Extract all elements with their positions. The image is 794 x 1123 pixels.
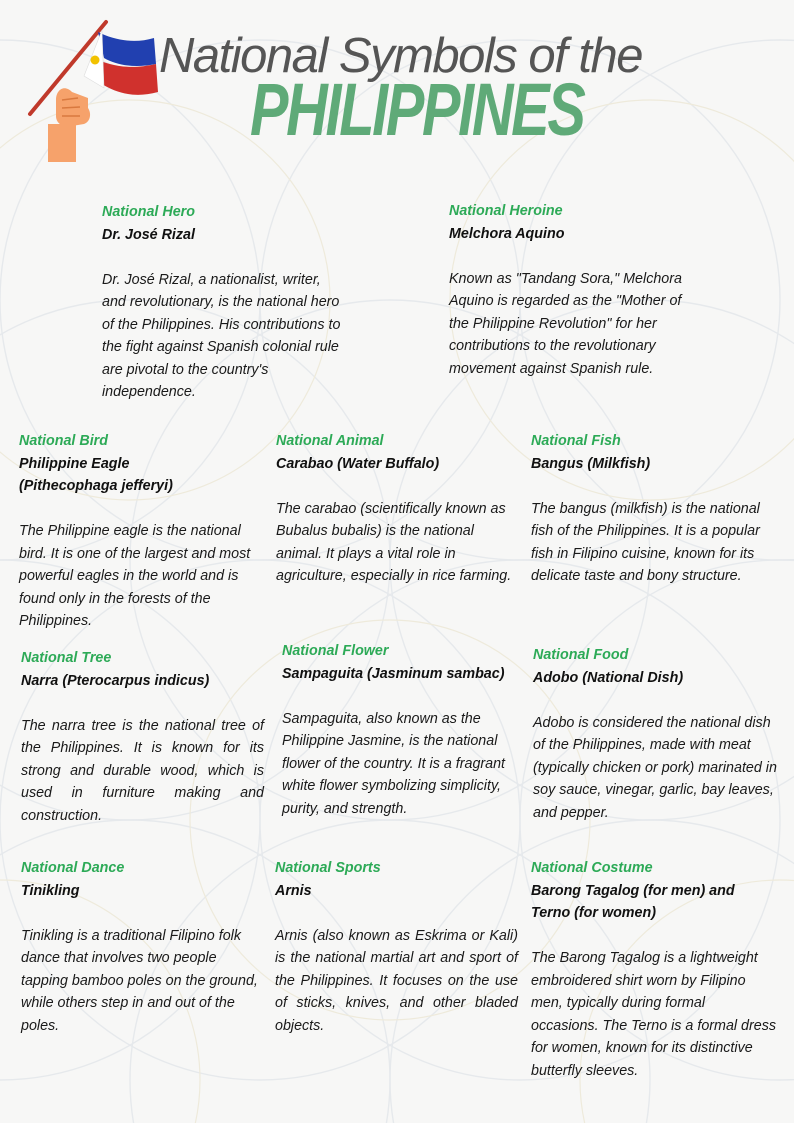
symbol-description: The Philippine eagle is the national bird. It is one of the largest and most powerful eagles in the world and is found only in the forests of the Philippines. — [19, 523, 251, 629]
symbol-description: Adobo is considered the national dish of the Philippines, made with meat (typically chicken or pork) marinated in soy sauce, vinegar, garlic, bay leaves, and pepper. — [533, 714, 777, 821]
page-title-country: PHILIPPINES — [250, 68, 584, 151]
symbol-category: National Hero — [102, 204, 195, 220]
symbol-name: Carabao (Water Buffalo) — [276, 455, 440, 472]
page-title-line1: National Symbols of the — [159, 29, 642, 83]
symbol-card-animal — [276, 430, 521, 588]
symbol-description: The Barong Tagalog is a lightweight embroidered shirt worn by Filipino men, typically during formal occasions. The Terno is a formal dress for women, known for its distinctive butterfly sleeves. — [531, 950, 777, 1079]
symbol-name: Bangus (Milkfish) — [531, 455, 651, 472]
symbol-description: The bangus (milkfish) is the national fish of the Philippines. It is a popular fish in Filipino cuisine, known for its delicate taste and bony structure. — [531, 500, 760, 584]
symbol-description: Sampaguita, also known as the Philippine Jasmine, is the national flower of the country. It is a fragrant white flower symbolizing simplicity, purity, and strength. — [282, 710, 506, 817]
symbol-category: National Fish — [531, 433, 621, 449]
symbol-category: National Tree — [21, 650, 112, 666]
symbol-card-dance — [21, 857, 266, 1037]
symbol-category: National Food — [533, 647, 629, 663]
symbol-category: National Sports — [275, 860, 381, 876]
hand-holding-flag-icon — [22, 18, 162, 164]
symbol-name: Tinikling — [21, 882, 80, 899]
symbol-card-sports — [275, 857, 518, 1037]
symbol-name: Adobo (National Dish) — [533, 669, 684, 686]
symbol-card-flower — [282, 640, 530, 820]
symbol-name: Narra (Pterocarpus indicus) — [21, 672, 210, 689]
symbol-description: The narra tree is the national tree of the Philippines. It is known for its strong and durable wood, which is used in furniture making and construction. — [21, 717, 264, 824]
symbol-name: Sampaguita (Jasminum sambac) — [282, 665, 505, 682]
symbol-category: National Dance — [21, 860, 125, 876]
symbol-card-hero — [102, 201, 347, 404]
symbol-name: Arnis — [275, 882, 312, 899]
symbol-card-tree — [21, 647, 264, 827]
symbol-card-food — [533, 644, 778, 824]
symbol-name: Dr. José Rizal — [102, 226, 195, 243]
symbol-description: Arnis (also known as Eskrima or Kali) is the national martial art and sport of the Philippines. It focuses on the use of sticks, knives, and other bladed objects. — [275, 927, 518, 1034]
symbol-name: Melchora Aquino — [449, 225, 565, 242]
symbol-card-fish — [531, 430, 776, 588]
symbol-description: The carabao (scientifically known as Bubalus bubalis) is the national animal. It plays a vital role in agriculture, especially in rice farming. — [276, 500, 512, 584]
symbol-category: National Flower — [282, 643, 389, 659]
symbol-card-costume — [531, 857, 776, 1082]
symbol-description: Tinikling is a traditional Filipino folk dance that involves two people tapping bamboo poles on the ground, while others step in and out of the poles. — [21, 927, 258, 1034]
symbol-category: National Costume — [531, 860, 653, 876]
symbol-name: Barong Tagalog (for men) and Terno (for women) — [531, 882, 735, 921]
symbol-category: National Animal — [276, 433, 384, 449]
symbol-category: National Bird — [19, 433, 108, 449]
symbol-description: Known as "Tandang Sora," Melchora Aquino is regarded as the "Mother of the Philippine Revolution" for her contributions to the revolutionary movement against Spanish rule. — [449, 270, 682, 377]
symbol-card-heroine — [449, 200, 694, 380]
symbol-category: National Heroine — [449, 203, 563, 219]
symbol-card-bird — [19, 430, 264, 633]
symbol-description: Dr. José Rizal, a nationalist, writer, and revolutionary, is the national hero of the Philippines. His contributions to the fight against Spanish colonial rule are pivotal to the country's independence. — [102, 271, 341, 400]
symbol-name: Philippine Eagle (Pithecophaga jefferyi) — [19, 455, 173, 494]
